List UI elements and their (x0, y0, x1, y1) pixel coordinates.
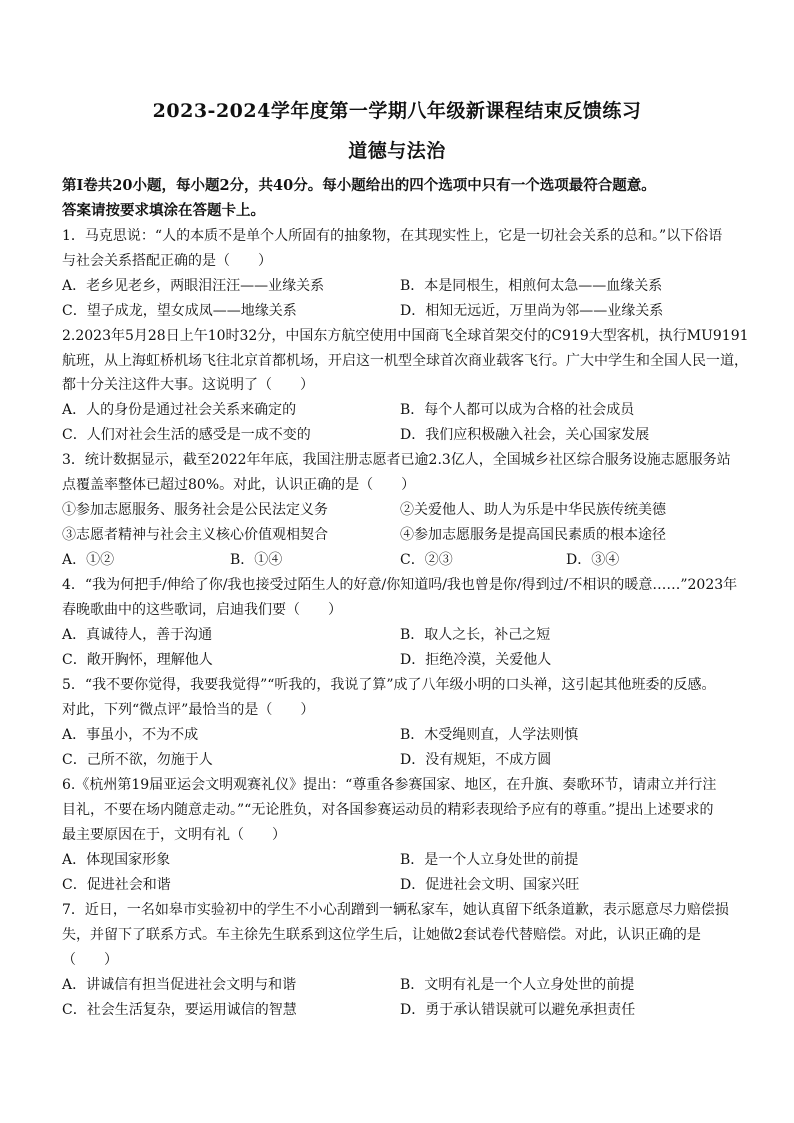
question-2-stem: 2.2023年5月28日上午10时32分，中国东方航空使用中国商飞全球首架交付的C919大型客机，执行MU9191 (62, 328, 749, 344)
question-4-stem: 春晚歌曲中的这些歌词，启迪我们要（ ） (62, 602, 342, 618)
question-2-stem: 航班，从上海虹桥机场飞往北京首都机场，开启这一机型全球首次商业载客飞行。广大中学生和全国人民一道， (62, 353, 748, 369)
question-7-stem: 7．近日，一名如皋市实验初中的学生不小心刮蹭到一辆私家车，她认真留下纸条道歉，表示愿意尽力赔偿损 (62, 902, 729, 918)
question-5-stem: 对此，下列“微点评”最恰当的是（ ） (62, 702, 315, 718)
question-3-statement-4: ④参加志愿服务是提高国民素质的根本途径 (400, 527, 666, 543)
question-3-statement-2: ②关爱他人、助人为乐是中华民族传统美德 (400, 502, 666, 518)
question-6-option-c: C．促进社会和谐 (62, 877, 171, 893)
question-6-option-b: B．是一个人立身处世的前提 (400, 852, 579, 868)
question-3-stem: 3．统计数据显示，截至2022年年底，我国注册志愿者已逾2.3亿人，全国城乡社区综合服务设施志愿服务站 (62, 452, 731, 468)
question-6-option-d: D．促进社会文明、国家兴旺 (400, 877, 580, 893)
question-1-option-c: C．望子成龙，望女成凤——地缘关系 (62, 303, 297, 319)
question-3-stem: 点覆盖率整体已超过80%。对此，认识正确的是（ ） (62, 477, 416, 493)
subject-title: 道德与法治 (348, 140, 446, 162)
question-2-option-b: B．每个人都可以成为合格的社会成员 (400, 402, 635, 418)
question-7-option-b: B．文明有礼是一个人立身处世的前提 (400, 977, 635, 993)
question-2-option-c: C．人们对社会生活的感受是一成不变的 (62, 427, 311, 443)
question-5-option-c: C．己所不欲，勿施于人 (62, 752, 213, 768)
question-3-option-d: D．③④ (566, 552, 620, 568)
question-4-option-d: D．拒绝冷漠，关爱他人 (400, 652, 552, 668)
question-3-option-a: A．①② (62, 552, 115, 568)
exam-title: 2023-2024学年度第一学期八年级新课程结束反馈练习 (152, 100, 642, 122)
instructions-line-2: 答案请按要求填涂在答题卡上。 (62, 202, 265, 219)
question-1-stem: 与社会关系搭配正确的是（ ） (62, 253, 272, 269)
question-6-option-a: A．体现国家形象 (62, 852, 171, 868)
question-6-stem: 6.《杭州第19届亚运会文明观赛礼仪》提出：“尊重各参赛国家、地区，在升旗、奏歌环节，请肃立并行注 (62, 777, 717, 793)
question-1-option-d: D．相知无远近，万里尚为邻——业缘关系 (400, 303, 664, 319)
question-5-option-d: D．没有规矩，不成方圆 (400, 752, 552, 768)
question-2-stem: 都十分关注这件大事。这说明了（ ） (62, 377, 314, 393)
question-7-option-a: A．讲诚信有担当促进社会文明与和谐 (62, 977, 297, 993)
question-5-option-b: B．木受绳则直，人学法则慎 (400, 727, 579, 743)
question-4-stem: 4．“我为何把手/伸给了你/我也接受过陌生人的好意/你知道吗/我也曾是你/得到过/不相识的暖意……”2023年 (62, 577, 738, 593)
question-5-stem: 5．“我不要你觉得，我要我觉得”“听我的，我说了算”成了八年级小明的口头禅，这引起其他班委的反感。 (62, 677, 716, 693)
question-3-statement-3: ③志愿者精神与社会主义核心价值观相契合 (62, 527, 328, 543)
question-1-stem: 1．马克思说：“人的本质不是单个人所固有的抽象物，在其现实性上，它是一切社会关系的总和。”以下俗语 (62, 228, 723, 244)
question-5-option-a: A．事虽小，不为不成 (62, 727, 199, 743)
question-3-statement-1: ①参加志愿服务、服务社会是公民法定义务 (62, 502, 328, 518)
question-3-option-b: B．①④ (230, 552, 283, 568)
question-1-option-b: B．本是同根生，相煎何太急——血缘关系 (400, 278, 663, 294)
question-4-option-c: C．敞开胸怀，理解他人 (62, 652, 213, 668)
question-7-option-d: D．勇于承认错误就可以避免承担责任 (400, 1002, 636, 1018)
question-6-stem: 目礼，不要在场内随意走动。”“无论胜负，对各国参赛运动员的精彩表现给予应有的尊重。”提出上述要求的 (62, 802, 714, 818)
question-6-stem: 最主要原因在于，文明有礼（ ） (62, 827, 286, 843)
question-2-option-a: A．人的身份是通过社会关系来确定的 (62, 402, 297, 418)
question-1-option-a: A．老乡见老乡，两眼泪汪汪——业缘关系 (62, 278, 325, 294)
question-4-option-a: A．真诚待人，善于沟通 (62, 627, 213, 643)
question-7-option-c: C．社会生活复杂，要运用诚信的智慧 (62, 1002, 297, 1018)
question-3-option-c: C．②③ (400, 552, 453, 568)
question-7-stem: 失，并留下了联系方式。车主徐先生联系到这位学生后，让她做2套试卷代替赔偿。对此，认识正确的是 (62, 927, 701, 943)
instructions-line-1: 第Ⅰ卷共20小题，每小题2分，共40分。每小题给出的四个选项中只有一个选项最符合题意。 (62, 177, 656, 194)
question-7-stem: （ ） (62, 952, 118, 968)
question-2-option-d: D．我们应积极融入社会，关心国家发展 (400, 427, 650, 443)
question-4-option-b: B．取人之长，补己之短 (400, 627, 551, 643)
